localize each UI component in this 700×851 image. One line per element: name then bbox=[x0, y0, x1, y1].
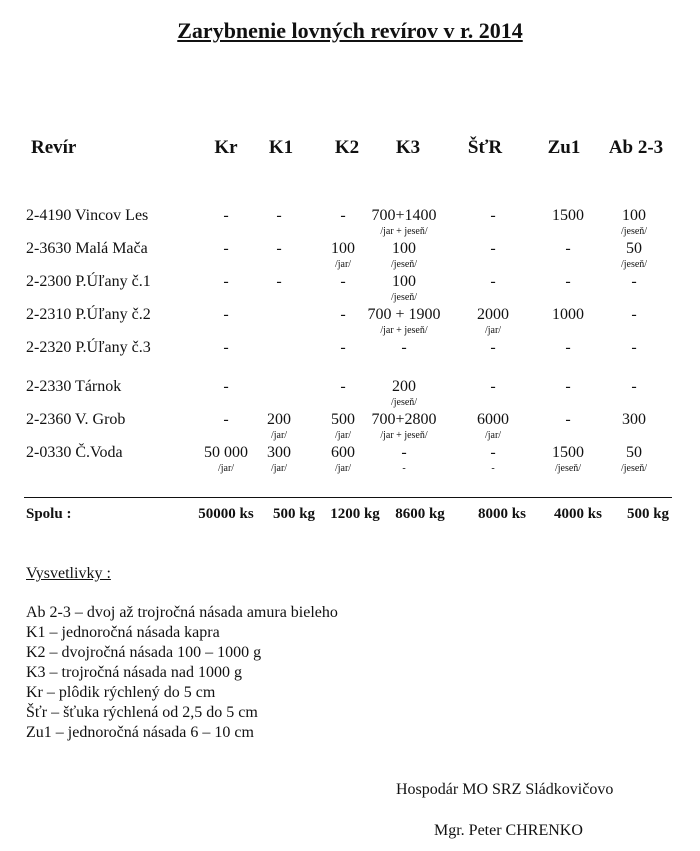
cell-kr: - bbox=[223, 207, 229, 224]
cell-k3: 700 + 1900 bbox=[367, 306, 441, 323]
cell-zu1: - bbox=[565, 273, 571, 290]
cell-k3: 200 bbox=[392, 378, 416, 395]
cell-k3: 700+1400 bbox=[371, 207, 437, 224]
cell-k2: 600 bbox=[331, 444, 355, 461]
cell-ab: - bbox=[631, 378, 637, 395]
cell-str: 2000 bbox=[477, 306, 509, 323]
legend-item: K1 – jednoročná násada kapra bbox=[26, 624, 220, 641]
cell-kr: - bbox=[223, 240, 229, 257]
cell-k1: - bbox=[276, 273, 282, 290]
cell-kr: 50 000 bbox=[204, 444, 248, 461]
total-k1: 500 kg bbox=[272, 506, 316, 522]
cell-k3-season-note: /jeseň/ bbox=[390, 397, 418, 408]
total-ab: 500 kg bbox=[626, 506, 670, 522]
cell-str-season-note: - bbox=[491, 463, 495, 474]
cell-zu1-season-note: /jeseň/ bbox=[554, 463, 582, 474]
cell-k2: - bbox=[340, 273, 346, 290]
legend-item: K2 – dvojročná násada 100 – 1000 g bbox=[26, 644, 262, 661]
cell-str: - bbox=[490, 240, 496, 257]
cell-k2-season-note: /jar/ bbox=[334, 463, 352, 474]
cell-k2: - bbox=[340, 378, 346, 395]
cell-kr: - bbox=[223, 339, 229, 356]
cell-kr: - bbox=[223, 411, 229, 428]
cell-zu1: 1500 bbox=[552, 207, 584, 224]
cell-k3-season-note: /jar + jeseň/ bbox=[380, 430, 428, 441]
cell-k3-season-note: /jar + jeseň/ bbox=[380, 226, 428, 237]
cell-k3: 700+2800 bbox=[371, 411, 437, 428]
cell-ab: - bbox=[631, 339, 637, 356]
header-k1: K1 bbox=[268, 137, 294, 158]
cell-ab-season-note: /jeseň/ bbox=[620, 226, 648, 237]
cell-k3-season-note: /jeseň/ bbox=[390, 259, 418, 270]
header-zu1: Zu1 bbox=[547, 137, 581, 158]
cell-k2: - bbox=[340, 339, 346, 356]
cell-k3: - bbox=[401, 339, 407, 356]
signature-name: Mgr. Peter CHRENKO bbox=[434, 822, 583, 839]
cell-ab-season-note: /jeseň/ bbox=[620, 463, 648, 474]
document-title: Zarybnenie lovných revírov v r. 2014 bbox=[177, 18, 523, 43]
total-zu1: 4000 ks bbox=[554, 506, 602, 522]
cell-str: - bbox=[490, 444, 496, 461]
total-str: 8000 ks bbox=[478, 506, 526, 522]
row-revir-name: 2-3630 Malá Mača bbox=[26, 240, 148, 257]
cell-zu1: - bbox=[565, 411, 571, 428]
cell-zu1: 1000 bbox=[552, 306, 584, 323]
cell-k2: 500 bbox=[331, 411, 355, 428]
cell-k3: - bbox=[401, 444, 407, 461]
cell-str: - bbox=[490, 273, 496, 290]
row-revir-name: 2-4190 Vincov Les bbox=[26, 207, 149, 224]
cell-ab: - bbox=[631, 306, 637, 323]
cell-k1: - bbox=[276, 207, 282, 224]
row-revir-name: 2-2300 P.Úľany č.1 bbox=[26, 273, 151, 290]
cell-str-season-note: /jar/ bbox=[484, 430, 502, 441]
cell-k3-season-note: /jeseň/ bbox=[390, 292, 418, 303]
cell-kr: - bbox=[223, 378, 229, 395]
totals-divider bbox=[24, 497, 672, 498]
cell-ab: 50 bbox=[626, 444, 642, 461]
cell-k1-season-note: /jar/ bbox=[270, 463, 288, 474]
cell-k1-season-note: /jar/ bbox=[270, 430, 288, 441]
header-ab: Ab 2-3 bbox=[608, 137, 664, 158]
legend-item: K3 – trojročná násada nad 1000 g bbox=[26, 664, 242, 681]
cell-ab-season-note: /jeseň/ bbox=[620, 259, 648, 270]
cell-zu1: - bbox=[565, 240, 571, 257]
header-k3: K3 bbox=[395, 137, 421, 158]
cell-ab: 300 bbox=[622, 411, 646, 428]
cell-kr: - bbox=[223, 273, 229, 290]
cell-zu1: 1500 bbox=[552, 444, 584, 461]
row-revir-name: 2-2330 Tárnok bbox=[26, 378, 122, 395]
row-revir-name: 2-2310 P.Úľany č.2 bbox=[26, 306, 151, 323]
total-k3: 8600 kg bbox=[395, 506, 445, 522]
totals-label: Spolu : bbox=[26, 506, 72, 522]
cell-kr-season-note: /jar/ bbox=[217, 463, 235, 474]
row-revir-name: 2-0330 Č.Voda bbox=[26, 444, 123, 461]
cell-k1: - bbox=[276, 240, 282, 257]
cell-k2-season-note: /jar/ bbox=[334, 259, 352, 270]
legend-item: Šťr – šťuka rýchlená od 2,5 do 5 cm bbox=[26, 704, 258, 721]
legend-item: Zu1 – jednoročná násada 6 – 10 cm bbox=[26, 724, 254, 741]
total-kr: 50000 ks bbox=[198, 506, 254, 522]
legend-item: Ab 2-3 – dvoj až trojročná násada amura bieleho bbox=[26, 604, 338, 621]
header-kr: Kr bbox=[214, 137, 238, 158]
row-revir-name: 2-2360 V. Grob bbox=[26, 411, 126, 428]
cell-ab: - bbox=[631, 273, 637, 290]
cell-str: - bbox=[490, 207, 496, 224]
legend-title: Vysvetlivky : bbox=[26, 565, 111, 582]
cell-k3: 100 bbox=[392, 273, 416, 290]
cell-k1: 300 bbox=[267, 444, 291, 461]
cell-ab: 50 bbox=[626, 240, 642, 257]
cell-str: - bbox=[490, 339, 496, 356]
header-revir: Revír bbox=[31, 137, 77, 158]
row-revir-name: 2-2320 P.Úľany č.3 bbox=[26, 339, 151, 356]
cell-k2: 100 bbox=[331, 240, 355, 257]
total-k2: 1200 kg bbox=[330, 506, 380, 522]
cell-k3-season-note: /jar + jeseň/ bbox=[380, 325, 428, 336]
cell-k2: - bbox=[340, 207, 346, 224]
header-str: ŠťR bbox=[467, 137, 503, 158]
signature-role: Hospodár MO SRZ Sládkovičovo bbox=[396, 781, 614, 798]
cell-k3-season-note: - bbox=[402, 463, 406, 474]
cell-k1: 200 bbox=[267, 411, 291, 428]
cell-ab: 100 bbox=[622, 207, 646, 224]
cell-str-season-note: /jar/ bbox=[484, 325, 502, 336]
cell-k3: 100 bbox=[392, 240, 416, 257]
cell-str: - bbox=[490, 378, 496, 395]
cell-str: 6000 bbox=[477, 411, 509, 428]
header-k2: K2 bbox=[334, 137, 360, 158]
legend-item: Kr – plôdik rýchlený do 5 cm bbox=[26, 684, 216, 701]
cell-kr: - bbox=[223, 306, 229, 323]
cell-k2-season-note: /jar/ bbox=[334, 430, 352, 441]
cell-k2: - bbox=[340, 306, 346, 323]
cell-zu1: - bbox=[565, 378, 571, 395]
cell-zu1: - bbox=[565, 339, 571, 356]
